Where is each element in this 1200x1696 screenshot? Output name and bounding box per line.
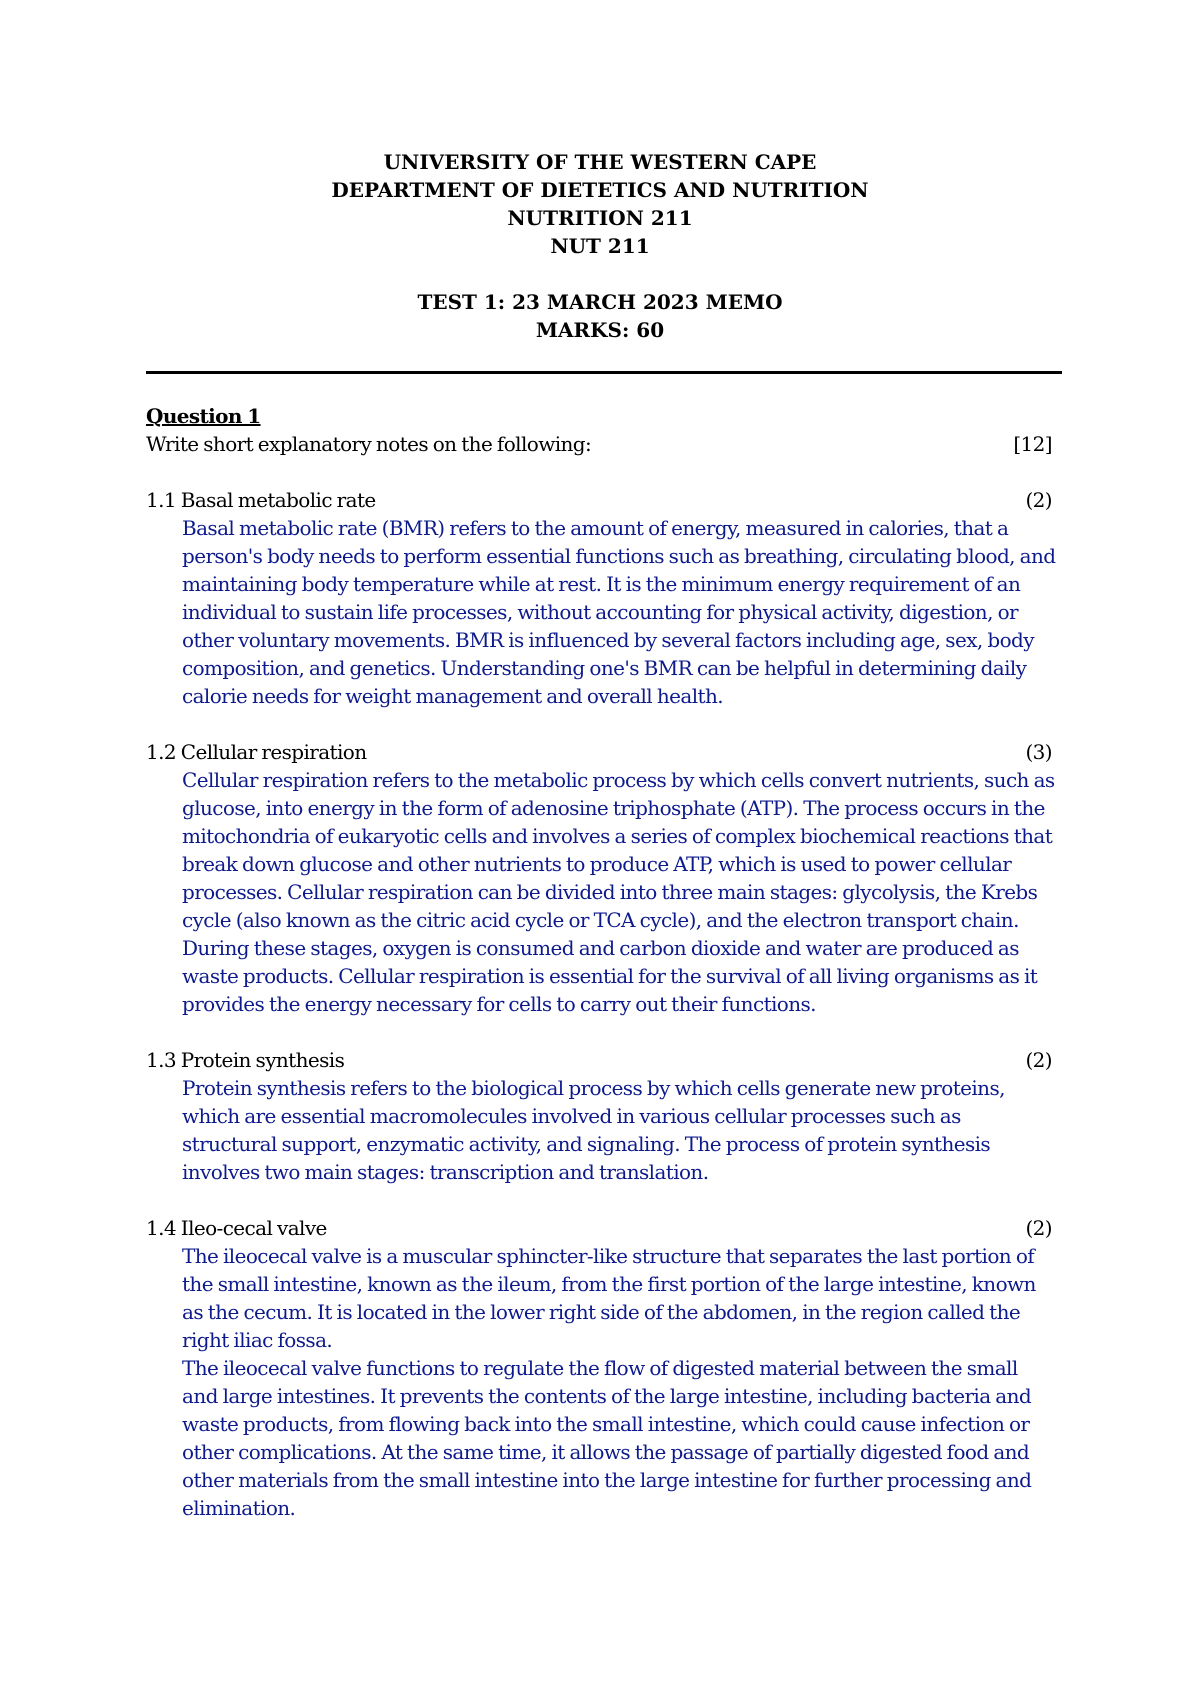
item-answer [146,766,1056,1018]
item-marks: (2) [1025,1216,1052,1240]
answer-paragraph: Cellular respiration refers to the metabolic process by which cells convert nutrients, such as glucose, into energy in the form of adenosine triphosphate (ATP). The process occurs in the mitochondria of eukaryotic cells and involves a series of complex biochemical reactions that break down glucose and other nutrients to produce ATP, which is used to power cellular processes. Cellular respiration can be divided into three main stages: glycolysis, the Krebs cycle (also known as the citric acid cycle or TCA cycle), and the electron transport chain. During these stages, oxygen is consumed and carbon dioxide and water are produced as waste products. Cellular respiration is essential for the survival of all living organisms as it provides the energy necessary for cells to carry out their functions. [182,768,1055,1016]
department-name: DEPARTMENT OF DIETETICS AND NUTRITION [331,178,869,202]
horizontal-rule [146,371,1062,374]
item-heading-row [146,1214,1056,1242]
item-answer [146,1242,1056,1522]
item-cellular-respiration [146,738,1056,1018]
question-1-section [146,402,1056,1522]
course-name: NUTRITION 211 [507,206,693,230]
item-marks: (3) [1025,740,1052,764]
item-answer [146,514,1056,710]
header-spacer [0,260,1200,288]
item-marks: (2) [1025,1048,1052,1072]
item-heading: 1.3 Protein synthesis [146,1048,345,1072]
item-marks: (2) [1025,488,1052,512]
test-title: TEST 1: 23 MARCH 2023 MEMO [417,290,783,314]
answer-paragraph: The ileocecal valve is a muscular sphincter-like structure that separates the last portion of the small intestine, known as the ileum, from the first portion of the large intestine, known as the cecum. It is located in the lower right side of the abdomen, in the region called the right iliac fossa. [182,1244,1036,1352]
university-name: UNIVERSITY OF THE WESTERN CAPE [383,150,817,174]
answer-paragraph: The ileocecal valve functions to regulate the flow of digested material between the small and large intestines. It prevents the contents of the large intestine, including bacteria and waste products, from flowing back into the small intestine, which could cause infection or other complications. At the same time, it allows the passage of partially digested food and other materials from the small intestine into the large intestine for further processing and elimination. [182,1356,1032,1520]
item-heading: 1.4 Ileo-cecal valve [146,1216,327,1240]
item-basal-metabolic-rate [146,486,1056,710]
answer-paragraph: Basal metabolic rate (BMR) refers to the amount of energy, measured in calories, that a person's body needs to perform essential functions such as breathing, circulating blood, and maintaining body temperature while at rest. It is the minimum energy requirement of an individual to sustain life processes, without accounting for physical activity, digestion, or other voluntary movements. BMR is influenced by several factors including age, sex, body composition, and genetics. Understanding one's BMR can be helpful in determining daily calorie needs for weight management and overall health. [182,516,1056,708]
item-ileocecal-valve [146,1214,1056,1522]
item-heading-row [146,486,1056,514]
item-heading: 1.2 Cellular respiration [146,740,367,764]
question-instruction: Write short explanatory notes on the following: [146,432,592,456]
answer-paragraph: Protein synthesis refers to the biological process by which cells generate new proteins, which are essential macromolecules involved in various cellular processes such as structural support, enzymatic activity, and signaling. The process of protein synthesis involves two main stages: transcription and translation. [182,1076,1005,1184]
question-marks: [12] [1013,432,1052,456]
item-heading-row [146,738,1056,766]
course-code: NUT 211 [550,234,650,258]
item-heading-row [146,1046,1056,1074]
total-marks: MARKS: 60 [535,318,665,342]
item-answer [146,1074,1056,1186]
item-protein-synthesis [146,1046,1056,1186]
item-heading: 1.1 Basal metabolic rate [146,488,376,512]
document-header [0,148,1200,344]
question-title: Question 1 [146,404,261,428]
question-instruction-row [146,430,1056,458]
